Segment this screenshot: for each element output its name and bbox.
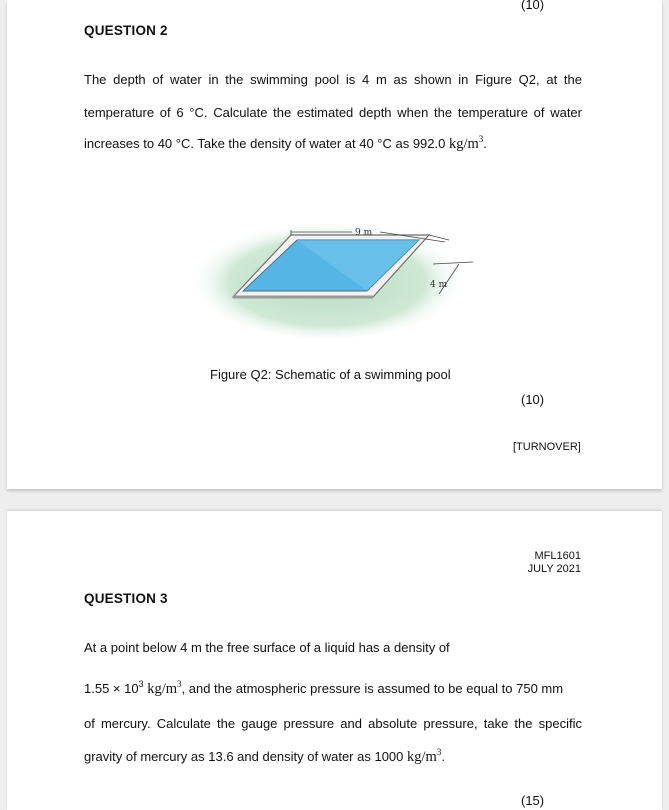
question-2-title: QUESTION 2 xyxy=(84,23,168,38)
question-2-line-3-text: increases to 40 °C. Take the density of water at 40 °C as 992.0 xyxy=(84,136,449,151)
top-marks: (10) xyxy=(521,0,545,12)
depth-label: 4 m xyxy=(430,280,448,290)
question-2-marks: (10) xyxy=(521,392,545,407)
density-unit xyxy=(449,136,483,152)
water-density-unit xyxy=(407,749,441,765)
question-3-line-2-rest: , and the atmospheric pressure is assumed to be equal to 750 mm xyxy=(181,681,564,696)
question-3-title: QUESTION 3 xyxy=(84,591,168,606)
turnover-label: [TURNOVER] xyxy=(513,441,581,453)
density-unit-exponent: 3 xyxy=(478,134,484,144)
question-2-line-2: temperature of 6 °C. Calculate the estimated depth when the temperature of water xyxy=(84,105,582,120)
page-1 xyxy=(7,0,662,489)
page-header xyxy=(528,550,581,576)
density-unit-2-base: kg/m xyxy=(147,681,178,697)
question-3-line-1: At a point below 4 m the free surface of a liquid has a density of xyxy=(84,640,450,655)
question-3-line-4-text: gravity of mercury as 13.6 and density of water as 1000 xyxy=(84,749,408,764)
page-2 xyxy=(7,511,662,810)
density-unit-base: kg/m xyxy=(448,136,479,152)
water-density-unit-exponent: 3 xyxy=(436,747,442,757)
question-2-line-1: The depth of water in the swimming pool is 4 m as shown in Figure Q2, at the xyxy=(84,72,582,87)
question-2-line-3 xyxy=(84,136,487,153)
question-3-line-2 xyxy=(84,681,563,698)
exam-date: JULY 2021 xyxy=(527,563,581,575)
density-unit-2 xyxy=(144,681,182,697)
question-3-marks: (15) xyxy=(521,793,545,808)
water-density-unit-base: kg/m xyxy=(407,749,437,765)
course-code: MFL1601 xyxy=(534,550,581,562)
swimming-pool-figure xyxy=(187,218,487,343)
question-3-line-4-end: . xyxy=(441,749,445,764)
density-exponent: 3 xyxy=(138,679,144,689)
density-value: 1.55 × 10 xyxy=(84,681,139,696)
figure-caption: Figure Q2: Schematic of a swimming pool xyxy=(210,367,451,382)
length-label: 9 m xyxy=(355,228,373,238)
question-3-line-3: of mercury. Calculate the gauge pressure and absolute pressure, take the specific xyxy=(84,716,582,731)
density-unit-2-exponent: 3 xyxy=(177,679,182,689)
question-3-line-4 xyxy=(84,749,445,766)
period: . xyxy=(483,136,487,151)
